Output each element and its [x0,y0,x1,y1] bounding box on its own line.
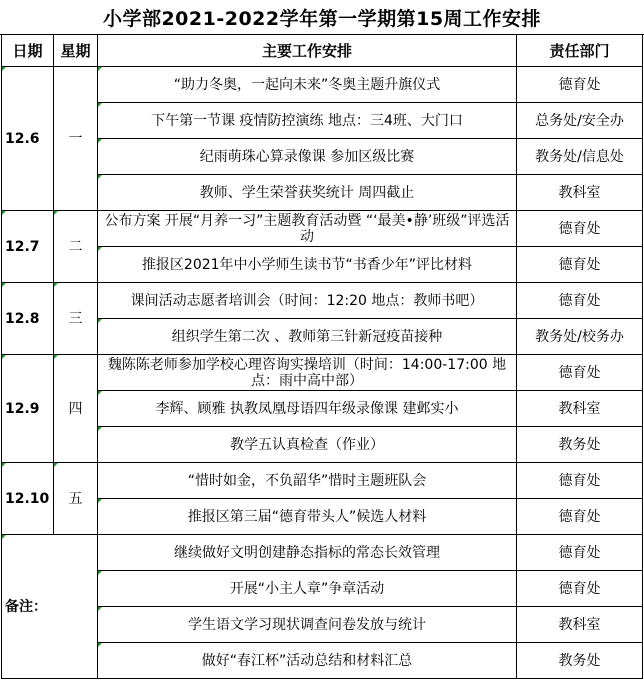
table-row [2,571,643,607]
date-cell: 12.10 [2,463,54,535]
dept-cell: 德育处 [517,463,643,499]
task-cell: 公布方案 开展“月养一习”主题教育活动暨 “‘最美•静’班级”评选活动 [98,211,517,247]
task-cell: 魏陈陈老师参加学校心理咨询实操培训（时间：14:00-17:00 地点：雨中高中部） [98,355,517,391]
header-row [2,35,643,67]
table-row [2,283,643,319]
table-row [2,211,643,247]
task-cell: 推报区第三届“德育带头人”候选人材料 [98,499,517,535]
header-dept: 责任部门 [517,35,643,67]
task-cell: 教学五认真检查（作业） [98,427,517,463]
weekday-cell: 三 [54,283,98,355]
table-row [2,103,643,139]
dept-cell: 教科室 [517,391,643,427]
table-row [2,643,643,679]
dept-cell: 德育处 [517,571,643,607]
dept-cell: 德育处 [517,247,643,283]
dept-cell: 德育处 [517,499,643,535]
table-row [2,535,643,571]
table-row [2,247,643,283]
table-row [2,139,643,175]
task-cell: 开展“小主人章”争章活动 [98,571,517,607]
table-row [2,463,643,499]
task-cell: 组织学生第二次 、教师第三针新冠疫苗接种 [98,319,517,355]
task-cell: 推报区2021年中小学师生读书节“书香少年”评比材料 [98,247,517,283]
table-row [2,607,643,643]
schedule-table [1,34,643,679]
dept-cell: 德育处 [517,355,643,391]
table-row [2,319,643,355]
table-row [2,355,643,391]
table-row [2,499,643,535]
table-row [2,391,643,427]
dept-cell: 德育处 [517,211,643,247]
weekday-cell: 二 [54,211,98,283]
task-cell: 做好“春江杯”活动总结和材料汇总 [98,643,517,679]
header-task: 主要工作安排 [98,35,517,67]
dept-cell: 教务处 [517,643,643,679]
dept-cell: 德育处 [517,283,643,319]
table-row [2,67,643,103]
task-cell: 李辉、顾雅 执教凤凰母语四年级录像课 建邺实小 [98,391,517,427]
date-cell: 12.7 [2,211,54,283]
date-cell: 12.8 [2,283,54,355]
notes-label: 备注： [2,535,98,679]
task-cell: 教师、学生荣誉获奖统计 周四截止 [98,175,517,211]
dept-cell: 教务处/校务办 [517,319,643,355]
dept-cell: 德育处 [517,535,643,571]
table-row [2,175,643,211]
dept-cell: 教务处/信息处 [517,139,643,175]
dept-cell: 教科室 [517,607,643,643]
date-cell: 12.9 [2,355,54,463]
dept-cell: 教科室 [517,175,643,211]
dept-cell: 教务处 [517,427,643,463]
task-cell: 纪雨萌珠心算录像课 参加区级比赛 [98,139,517,175]
task-cell: “助力冬奥，一起向未来”冬奥主题升旗仪式 [98,67,517,103]
task-cell: 下午第一节课 疫情防控演练 地点：三4班、大门口 [98,103,517,139]
task-cell: 学生语文学习现状调查问卷发放与统计 [98,607,517,643]
page-title: 小学部2021-2022学年第一学期第15周工作安排 [0,0,644,35]
header-day: 星期 [54,35,98,67]
weekday-cell: 五 [54,463,98,535]
header-date: 日期 [2,35,54,67]
task-cell: “惜时如金，不负韶华”惜时主题班队会 [98,463,517,499]
weekday-cell: 四 [54,355,98,463]
weekday-cell: 一 [54,67,98,211]
task-cell: 继续做好文明创建静态指标的常态长效管理 [98,535,517,571]
date-cell: 12.6 [2,67,54,211]
task-cell: 课间活动志愿者培训会（时间：12:20 地点：教师书吧） [98,283,517,319]
dept-cell: 德育处 [517,67,643,103]
table-row [2,427,643,463]
dept-cell: 总务处/安全办 [517,103,643,139]
